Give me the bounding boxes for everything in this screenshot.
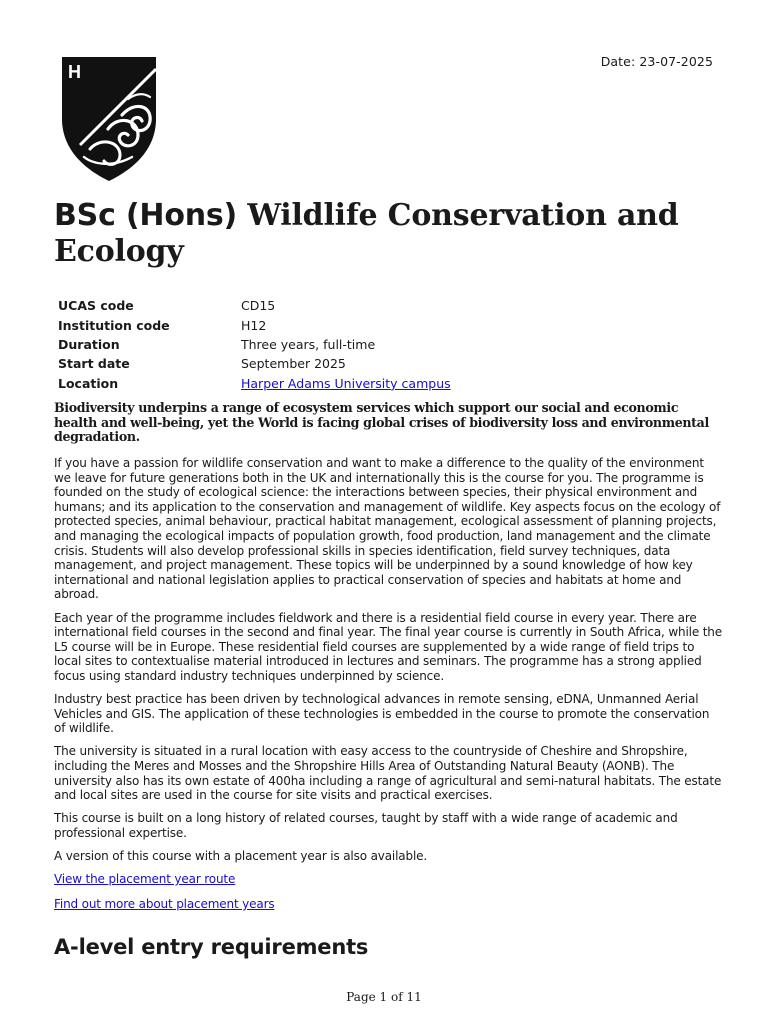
facts-row-start-date	[58, 354, 451, 373]
course-title	[54, 198, 714, 270]
logo-letter: H	[68, 62, 81, 82]
facts-row-duration	[58, 335, 451, 354]
body-paragraph: This course is built on a long history of related courses, taught by staff with a wide range of academic and professional expertise.	[54, 811, 678, 841]
location-link[interactable]: Harper Adams University campus	[241, 375, 451, 391]
facts-label: Institution code	[58, 317, 170, 333]
facts-label: Start date	[58, 356, 130, 372]
course-title-prefix: BSc (Hons)	[54, 198, 238, 233]
facts-row-ucas	[58, 296, 451, 315]
course-title-name: Wildlife Conservation and Ecology	[54, 198, 679, 269]
body-paragraph: The university is situated in a rural location with easy access to the countryside of Cheshire and Shropshire, including the Meres and Mosses and the Shropshire Hills Area of Outstanding Natural Beauty (AONB). The university also has its own estate of 400ha including a range of agricultural and semi-natural habitats. The estate and local sites are used in the course for site visits and practical exercises.	[54, 744, 722, 803]
university-crest-logo	[62, 57, 156, 181]
facts-label: Location	[58, 375, 119, 391]
facts-label: Duration	[58, 336, 120, 352]
facts-row-institution	[58, 315, 451, 334]
placement-route-link-row	[54, 872, 724, 887]
section-heading-entry-requirements: A-level entry requirements	[54, 935, 369, 959]
body-paragraph: A version of this course with a placement year is also available.	[54, 849, 428, 864]
facts-value: CD15	[241, 298, 276, 314]
body-paragraph: Industry best practice has been driven by technological advances in remote sensing, eDNA, Unmanned Aerial Vehicles and GIS. The application of these technologies is embedded in the course to promote the conservation of wildlife.	[54, 692, 710, 736]
course-facts-table	[58, 296, 451, 393]
course-description	[54, 456, 724, 922]
intro-paragraph: Biodiversity underpins a range of ecosystem services which support our social and economic health and well-being, yet the World is facing global crises of biodiversity loss and environmental degradation.	[54, 400, 709, 445]
page-number: Page 1 of 11	[346, 990, 422, 1004]
facts-value: Three years, full-time	[241, 336, 376, 352]
body-paragraph: Each year of the programme includes fieldwork and there is a residential field course in every year. There are international field courses in the second and final year. The final year course is currently in South Africa, while the L5 course will be in Europe. These residential field courses are supplemented by a wide range of field trips to local sites to contextualise material introduced in lectures and seminars. The programme has a strong applied focus using standard industry techniques underpinned by science.	[54, 610, 722, 683]
placement-route-link[interactable]: View the placement year route	[54, 872, 236, 887]
placement-years-link-row	[54, 897, 724, 912]
facts-value: September 2025	[241, 356, 346, 372]
body-paragraph: If you have a passion for wildlife conservation and want to make a difference to the quality of the environment we leave for future generations both in the UK and internationally this is the course for you. The programme is founded on the study of ecological science: the interactions between species, their physical environment and humans; and its application to the conservation and management of wildlife. Key aspects focus on the ecology of protected species, animal behaviour, practical habitat management, ecological assessment of planning projects, and managing the ecological impacts of population growth, food production, land management and the climate crisis. Students will also develop professional skills in species identification, field survey techniques, data management, and project management. These topics will be underpinned by a sound knowledge of how key international and national legislation applies to practical conservation of species and habitats at home and abroad.	[54, 456, 721, 602]
document-date: Date: 23-07-2025	[600, 54, 713, 69]
facts-label: UCAS code	[58, 298, 134, 314]
facts-value: H12	[241, 317, 267, 333]
facts-row-location	[58, 374, 451, 393]
placement-years-link[interactable]: Find out more about placement years	[54, 897, 275, 911]
